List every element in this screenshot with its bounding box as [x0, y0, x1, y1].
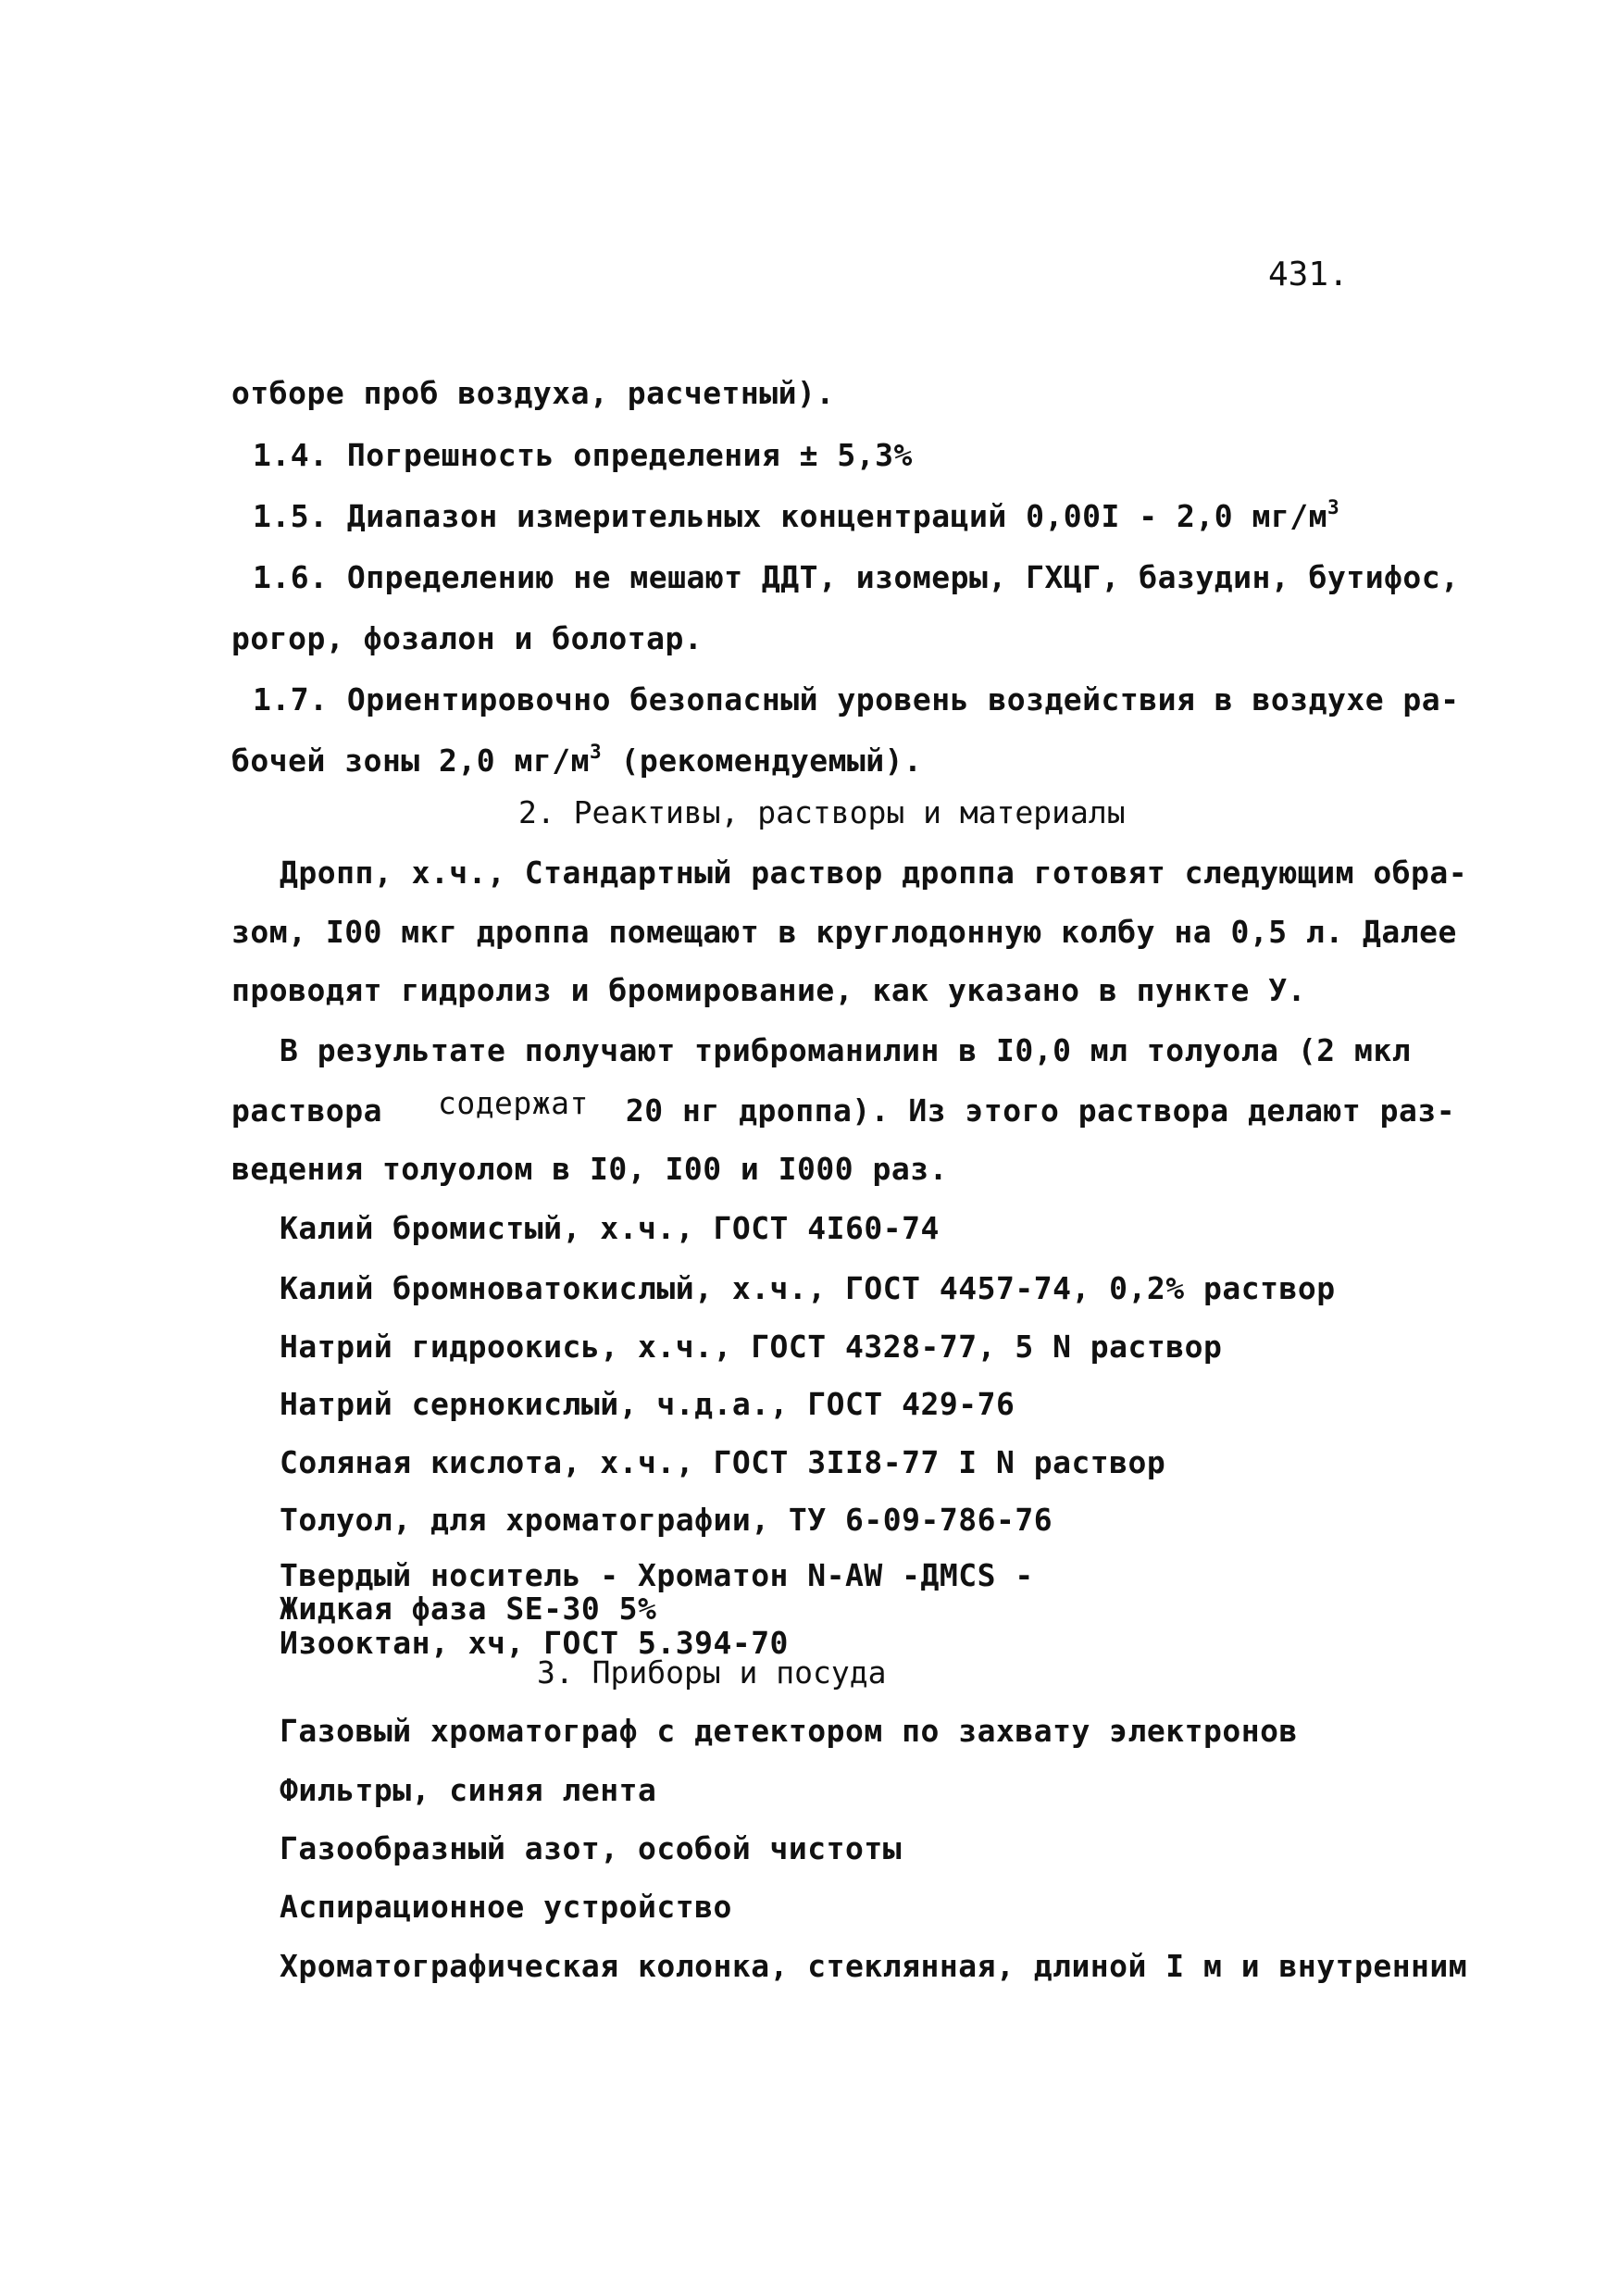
text-part: (рекомендуемый).: [602, 742, 923, 779]
superscript: 3: [590, 741, 603, 763]
text-part: раствора: [231, 1092, 382, 1129]
text-line: проводят гидролиз и бромирование, как указано в пункте У.: [231, 972, 1306, 1008]
reagent-line: Жидкая фаза SE-30 5%: [280, 1591, 657, 1627]
reagent-line: Калий бромистый, х.ч., ГОСТ 4I60-74: [280, 1210, 940, 1246]
text-line: отборе проб воздуха, расчетный).: [231, 375, 835, 411]
item-1-7: 1.7. Ориентировочно безопасный уровень воздействия в воздухе ра-: [253, 681, 1460, 718]
reagent-line: Натрий сернокислый, ч.д.а., ГОСТ 429-76: [280, 1386, 1015, 1422]
page-number: 431.: [1268, 256, 1349, 293]
text-line: [231, 1085, 1456, 1129]
reagent-line: Соляная кислота, х.ч., ГОСТ 3II8-77 I N раствор: [280, 1444, 1166, 1480]
equipment-line: Хроматографическая колонка, стеклянная, длиной I м и внутренним: [280, 1948, 1468, 1984]
equipment-line: Фильтры, синяя лента: [280, 1772, 657, 1808]
text-part: 20 нг дроппа). Из этого раствора делают раз-: [625, 1092, 1456, 1129]
section-heading-2: 2. Реактивы, растворы и материалы: [518, 794, 1126, 830]
equipment-line: Газовый хроматограф с детектором по захвату электронов: [280, 1713, 1298, 1749]
text-line: [231, 742, 922, 783]
item-1-4: 1.4. Погрешность определения ± 5,3%: [253, 437, 913, 473]
text-line: рогор, фозалон и болотар.: [231, 620, 704, 656]
handwritten-insert: содержат: [437, 1085, 589, 1121]
text-line: В результате получают триброманилин в I0,0 мл толуола (2 мкл: [280, 1032, 1412, 1068]
item-1-5: [253, 498, 1339, 539]
reagent-line: Твердый носитель - Хроматон N-AW -ДМСS -: [280, 1557, 1034, 1593]
reagent-line: Натрий гидроокись, х.ч., ГОСТ 4328-77, 5 N раствор: [280, 1329, 1223, 1365]
equipment-line: Газообразный азот, особой чистоты: [280, 1830, 903, 1866]
reagent-line: Толуол, для хроматографии, ТУ 6-09-786-76: [280, 1502, 1053, 1538]
item-1-5-text: 1.5. Диапазон измерительных концентраций 0,00I - 2,0 мг/м: [253, 498, 1327, 534]
text-part: бочей зоны 2,0 мг/м: [231, 742, 590, 779]
text-line: ведения толуолом в I0, I00 и I000 раз.: [231, 1151, 948, 1187]
equipment-line: Аспирационное устройство: [280, 1889, 732, 1925]
text-line: Дропп, х.ч., Стандартный раствор дроппа готовят следующим обра-: [280, 855, 1468, 891]
reagent-line: Изооктан, хч, ГОСТ 5.394-70: [280, 1625, 789, 1661]
reagent-line: Калий бромноватокислый, х.ч., ГОСТ 4457-74, 0,2% раствор: [280, 1270, 1336, 1306]
superscript: 3: [1327, 496, 1340, 518]
text-line: зом, I00 мкг дроппа помещают в круглодонную колбу на 0,5 л. Далее: [231, 914, 1457, 950]
section-heading-3: 3. Приборы и посуда: [537, 1654, 887, 1691]
item-1-6: 1.6. Определению не мешают ДДТ, изомеры, ГХЦГ, базудин, бутифос,: [253, 559, 1460, 595]
